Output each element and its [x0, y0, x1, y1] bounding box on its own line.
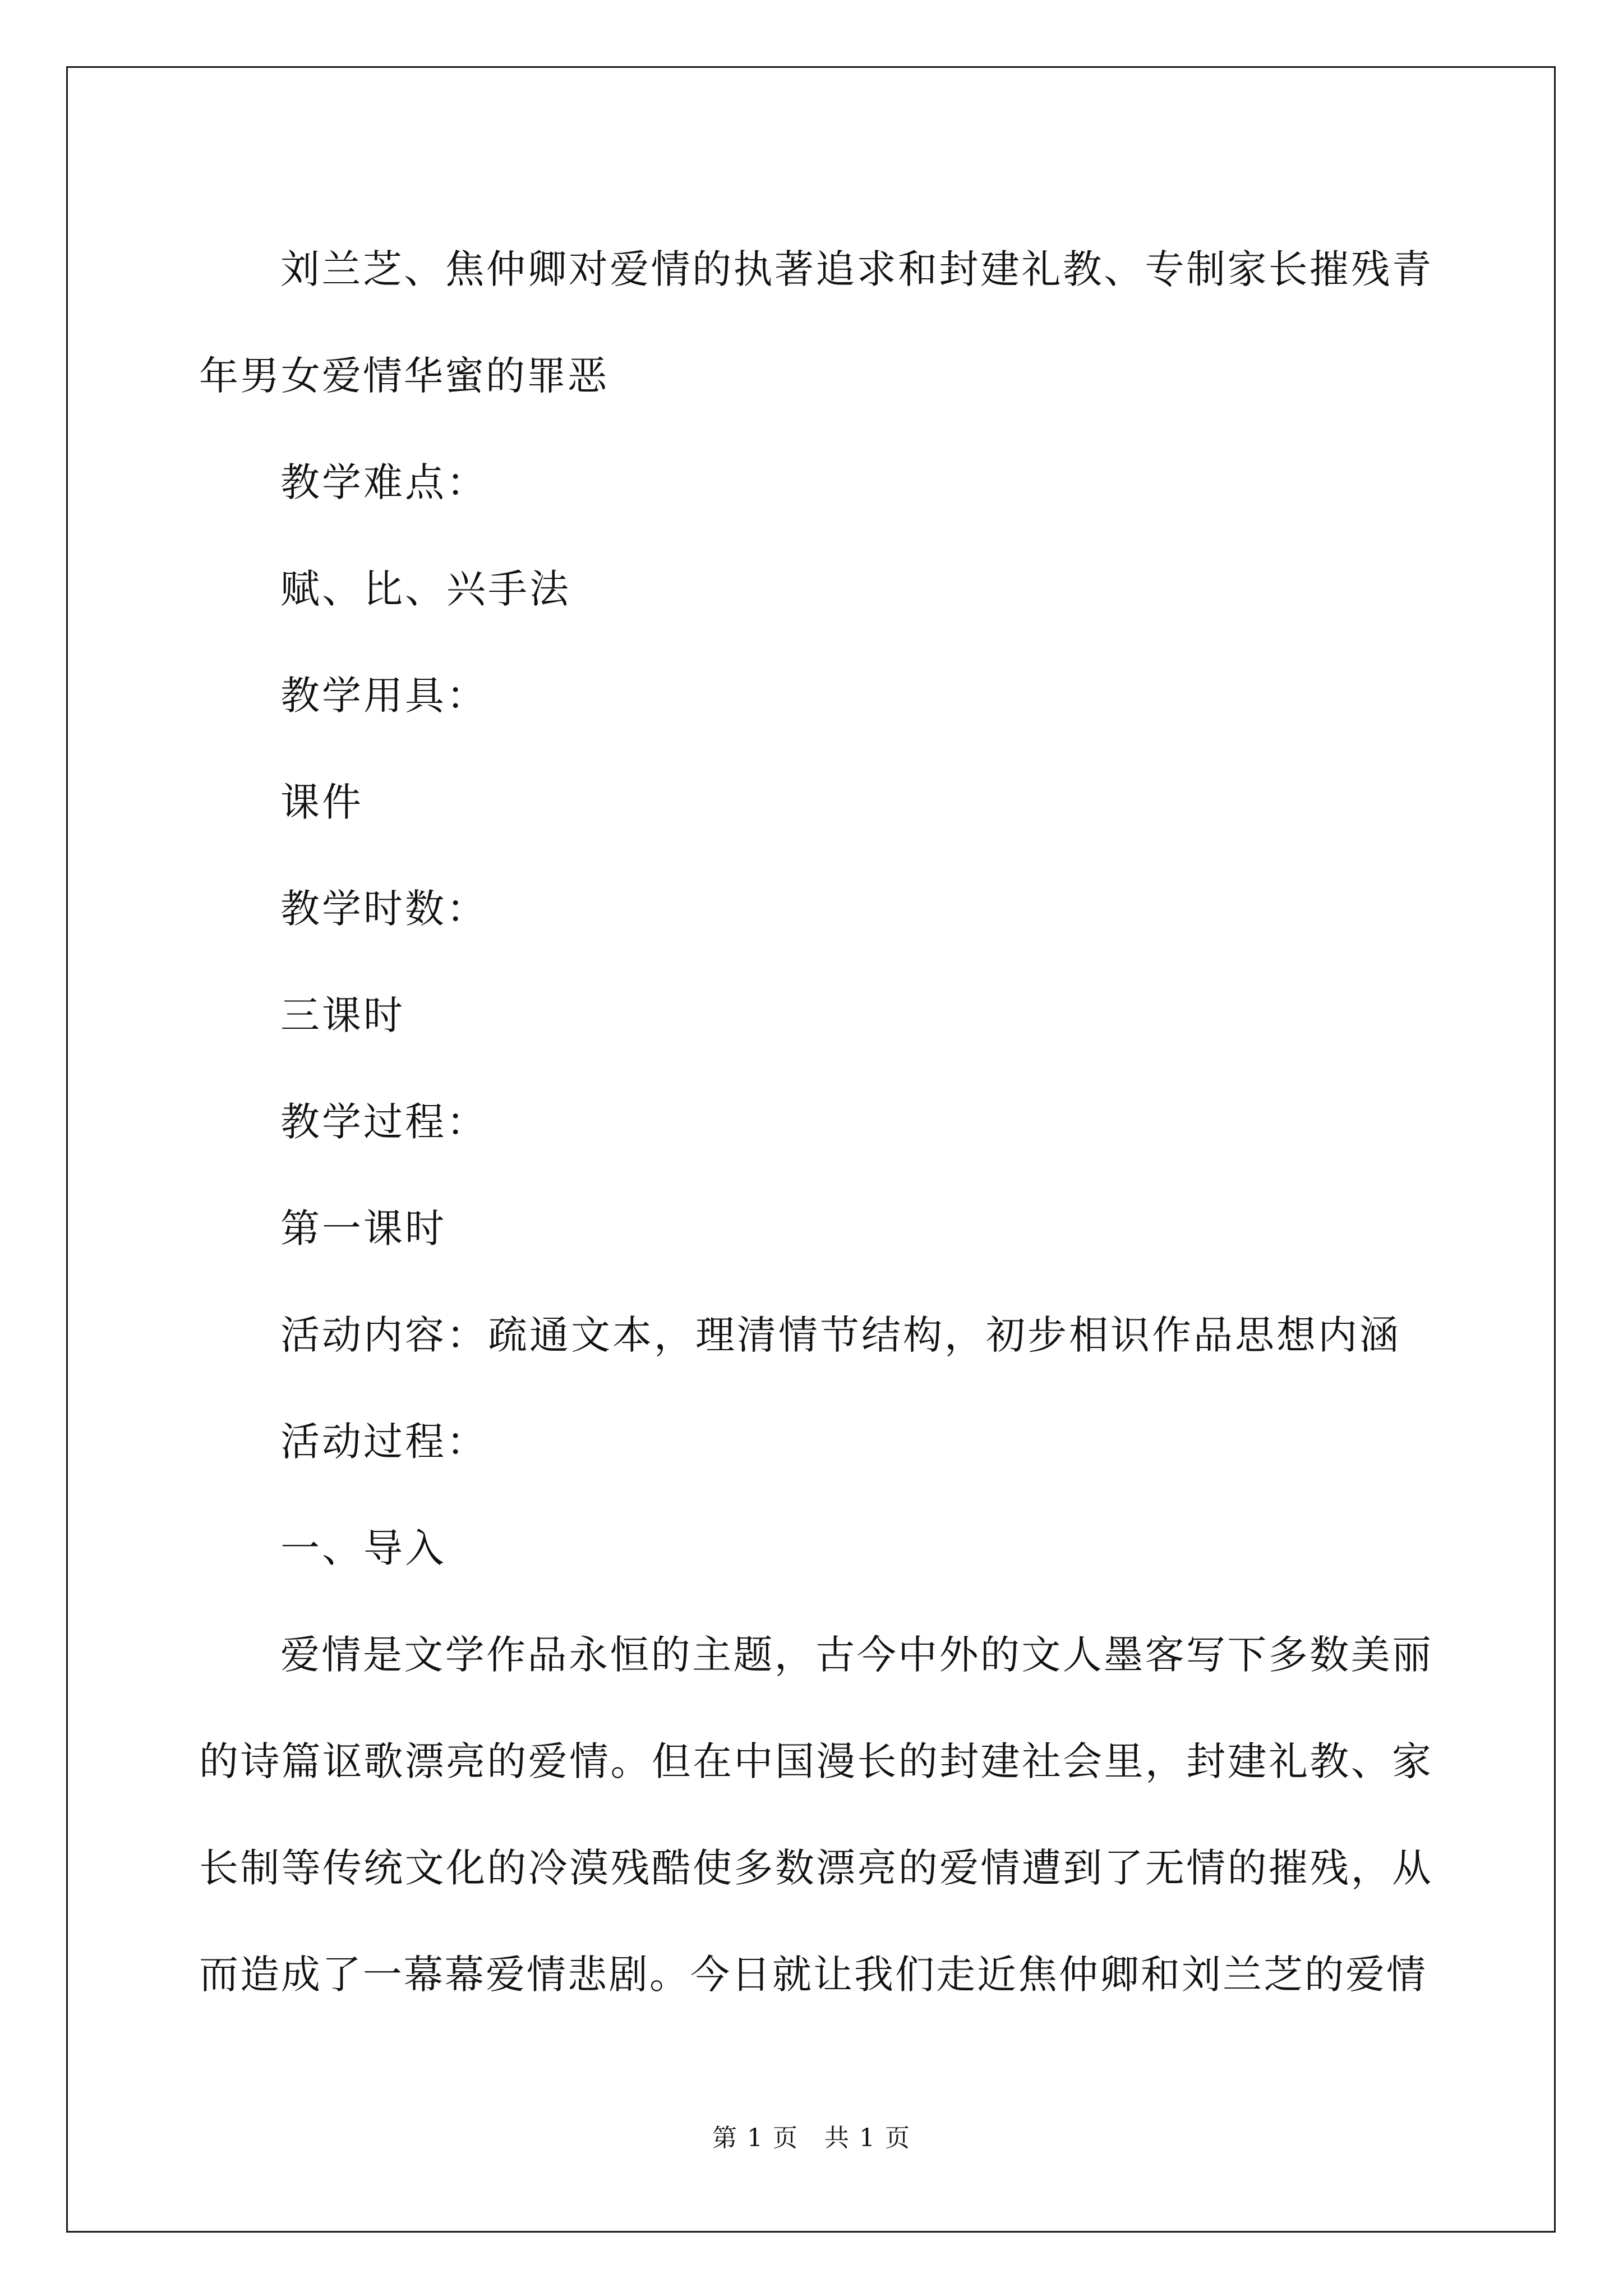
heading-first-lesson: 第一课时 [280, 1205, 446, 1251]
heading-teaching-hours: 教学时数： [280, 886, 488, 932]
heading-activity-process: 活动过程： [280, 1419, 488, 1465]
document-body [199, 216, 1433, 2028]
heading-teaching-tools: 教学用具： [280, 673, 488, 719]
paragraph-difficulty-content: 赋、比、兴手法 [280, 566, 571, 612]
paragraph-hours-content: 三课时 [280, 992, 405, 1038]
heading-introduction: 一、导入 [280, 1525, 446, 1571]
paragraph-introduction-body: 爱情是文学作品永恒的主题，古今中外的文人墨客写下多数美丽的诗篇讴歌漂亮的爱情。但在中国漫长的封建社会里，封建礼教、家长制等传统文化的冷漠残酷使多数漂亮的爱情遭到了无情的摧残，从而造成了一幕幕爱情悲剧。今日就让我们走近焦仲卿和刘兰芝的爱情 [199, 1632, 1433, 1998]
heading-teaching-process: 教学过程： [280, 1099, 488, 1145]
paragraph-tools-content: 课件 [280, 779, 363, 825]
paragraph-key-content: 刘兰芝、焦仲卿对爱情的执著追求和封建礼教、专制家长摧残青年男女爱情华蜜的罪恶 [199, 246, 1433, 399]
page-number-footer: 第 1 页 共 1 页 [712, 2124, 911, 2152]
paragraph-activity-content: 活动内容：疏通文本，理清情节结构，初步相识作品思想内涵 [280, 1312, 1401, 1358]
heading-teaching-difficulty: 教学难点： [280, 459, 488, 505]
